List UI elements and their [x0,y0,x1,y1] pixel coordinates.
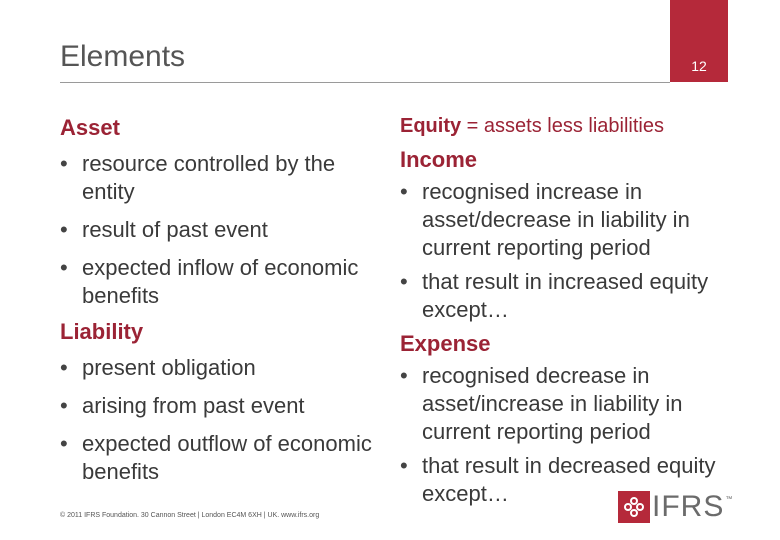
ifrs-logo [618,490,732,524]
liability-heading: Liability [60,319,144,344]
right-column [400,112,740,508]
equity-label: Equity [400,115,462,137]
logo-text: IFRS [652,490,725,523]
list-item: • recognised increase in asset/decrease in liability in current reporting period [400,178,740,262]
list-item: • result of past event [60,216,390,244]
asset-list [60,150,390,310]
list-item: • expected outflow of economic benefits [60,430,390,486]
list-item: • arising from past event [60,392,390,420]
liability-list [60,354,390,486]
list-item: • resource controlled by the entity [60,150,390,206]
equity-definition [400,112,740,140]
slide-title: Elements [60,40,186,73]
page-number: 12 [691,58,707,74]
income-heading: Income [400,147,478,172]
asset-heading: Asset [60,115,120,140]
logo-trademark: ™ [725,496,733,503]
title-divider [60,82,670,83]
list-item: • that result in decreased equity except… [400,452,740,508]
list-item: • that result in increased equity except… [400,268,740,324]
list-item: • recognised decrease in asset/increase in liability in current reporting period [400,362,740,446]
equity-text: = assets less liabilities [461,115,664,137]
list-item: • present obligation [60,354,390,382]
income-list [400,178,740,324]
expense-list [400,362,740,508]
expense-heading: Expense [400,331,491,356]
footer-text: © 2011 IFRS Foundation. 30 Cannon Street | London EC4M 6XH | UK. www.ifrs.org [60,512,320,519]
ifrs-emblem-icon [618,491,650,523]
list-item: • expected inflow of economic benefits [60,254,390,310]
left-column [60,114,390,486]
